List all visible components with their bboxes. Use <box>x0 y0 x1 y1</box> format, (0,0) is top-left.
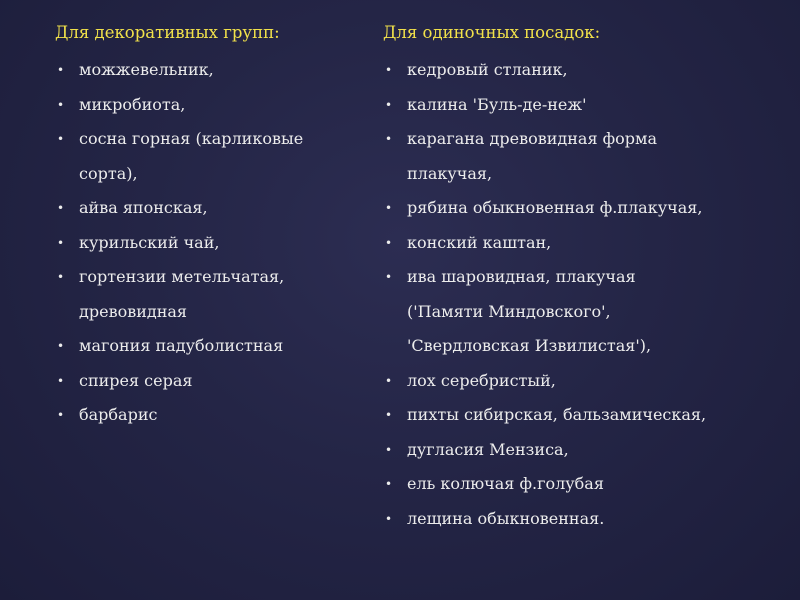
bullet-icon: • <box>385 442 393 457</box>
list-item <box>383 226 783 261</box>
list-item <box>383 467 783 502</box>
list-item <box>383 122 783 191</box>
bullet-icon: • <box>57 235 65 250</box>
bullet-icon: • <box>385 477 393 491</box>
list-item-text: плакучая, <box>407 163 493 183</box>
list-item <box>55 260 355 329</box>
list-item <box>383 433 783 468</box>
bullet-icon: • <box>385 511 393 526</box>
list-item-text: айва японская, <box>79 198 208 217</box>
list-item-text: пихты сибирская, бальзамическая, <box>407 405 707 424</box>
list-item-text: сосна горная (карликовые <box>79 129 304 148</box>
bullet-icon: • <box>57 201 65 215</box>
right-item-list <box>383 53 783 536</box>
list-item <box>383 88 783 123</box>
list-item-text: спирея серая <box>79 370 193 390</box>
list-item-text: 'Свердловская Извилистая'), <box>407 336 652 355</box>
bullet-icon: • <box>57 408 65 422</box>
bullet-icon: • <box>385 201 393 215</box>
list-item <box>383 260 783 364</box>
list-item-text: можжевельник, <box>79 60 214 79</box>
list-item-text: конский каштан, <box>407 232 552 252</box>
bullet-icon: • <box>385 408 393 422</box>
list-item-text: рябина обыкновенная ф.плакучая, <box>407 198 703 217</box>
list-item-text: магония падуболистная <box>79 336 284 355</box>
list-item-text: ('Памяти Миндовского', <box>407 301 611 321</box>
right-column-title: Для одиночных посадок: <box>383 23 601 42</box>
list-item <box>55 398 355 433</box>
list-item <box>55 122 355 191</box>
list-item <box>383 364 783 399</box>
bullet-icon: • <box>57 373 65 388</box>
bullet-icon: • <box>385 270 393 284</box>
list-item-text: гортензии метельчатая, <box>79 267 285 286</box>
list-item <box>55 329 355 364</box>
list-item-text: дугласия Мензиса, <box>407 439 569 459</box>
list-item-text: древовидная <box>79 301 188 321</box>
left-column-title: Для декоративных групп: <box>55 23 280 42</box>
list-item-text: сорта), <box>79 163 138 183</box>
list-item <box>383 191 783 226</box>
list-item-text: карагана древовидная форма <box>407 129 658 148</box>
list-item-text: курильский чай, <box>79 232 220 252</box>
bullet-icon: • <box>385 235 393 250</box>
bullet-icon: • <box>57 97 65 112</box>
list-item <box>55 364 355 399</box>
list-item <box>55 88 355 123</box>
bullet-icon: • <box>385 97 393 112</box>
list-item-text: калина 'Буль-де-неж' <box>407 94 587 114</box>
left-column <box>55 22 355 433</box>
list-item-text: лох серебристый, <box>407 370 556 390</box>
list-item <box>55 53 355 88</box>
list-item <box>383 398 783 433</box>
bullet-icon: • <box>57 339 65 353</box>
bullet-icon: • <box>385 373 393 388</box>
list-item-text: микробиота, <box>79 94 186 114</box>
bullet-icon: • <box>57 270 65 284</box>
list-item-text: лещина обыкновенная. <box>407 508 605 528</box>
list-item-text: кедровый стланик, <box>407 60 568 79</box>
right-column <box>383 22 783 536</box>
left-item-list <box>55 53 355 433</box>
list-item <box>55 226 355 261</box>
list-item-text: ива шаровидная, плакучая <box>407 267 636 286</box>
list-item <box>383 53 783 88</box>
bullet-icon: • <box>57 132 65 146</box>
bullet-icon: • <box>57 63 65 77</box>
list-item-text: ель колючая ф.голубая <box>407 474 604 493</box>
list-item <box>383 502 783 537</box>
bullet-icon: • <box>385 63 393 77</box>
bullet-icon: • <box>385 132 393 146</box>
list-item <box>55 191 355 226</box>
list-item-text: барбарис <box>79 405 158 424</box>
